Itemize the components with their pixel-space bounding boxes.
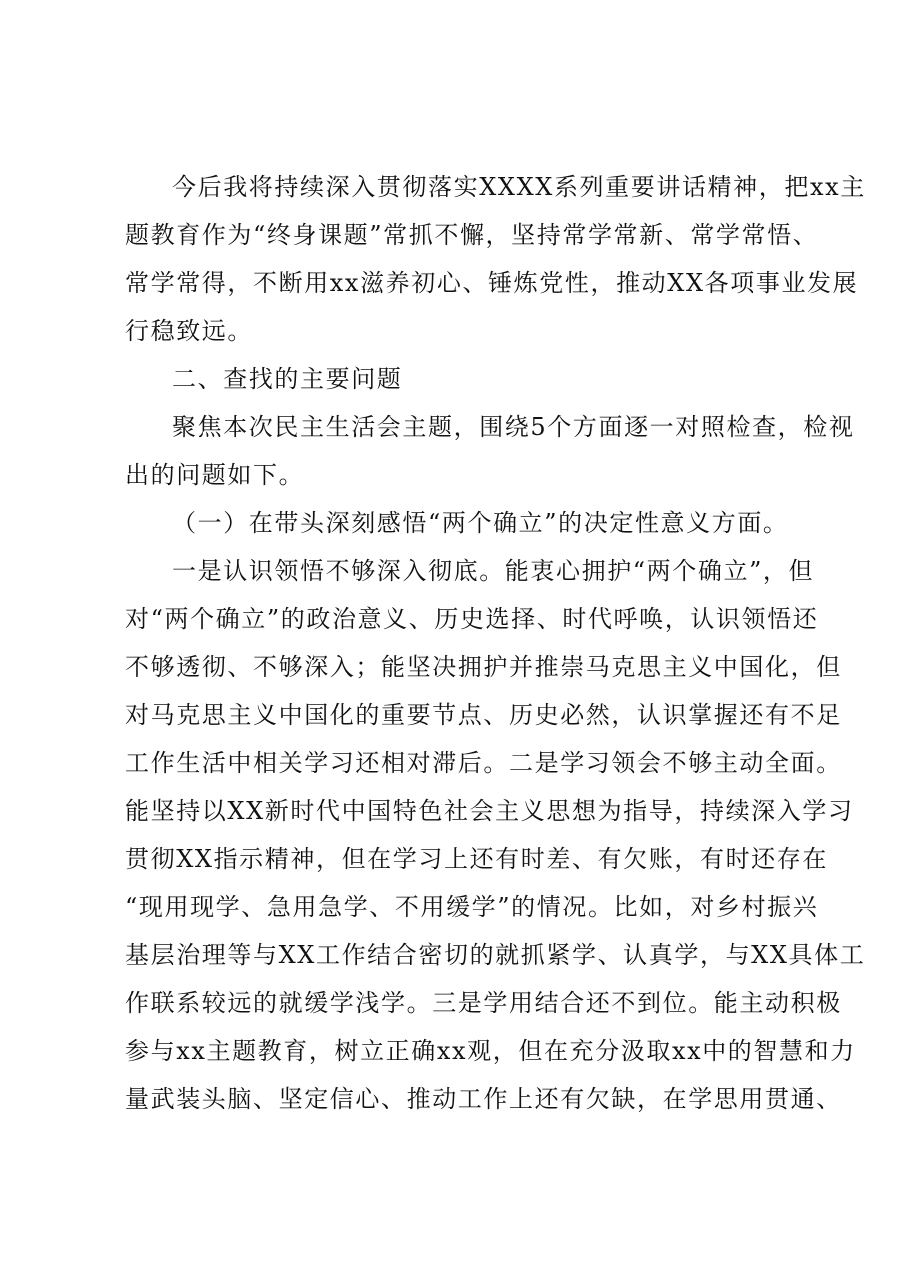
paragraph-line-3: 常学常得，不断用xx滋养初心、锤炼党性，推动XX各项事业发展 [125, 269, 859, 297]
paragraph-line-11: 工作生活中相关学习还相对滞后。二是学习领会不够主动全面。 [125, 749, 842, 777]
paragraph-line-4: 行稳致远。 [125, 317, 253, 345]
paragraph-line-13: 贯彻XX指示精神，但在学习上还有时差、有欠账，有时还存在 [125, 845, 828, 873]
paragraph-line-2: 题教育作为“终身课题”常抓不懈，坚持常学常新、常学常悟、 [125, 221, 819, 249]
paragraph-line-8: 对“两个确立”的政治意义、历史选择、时代呼唤，认识领悟还 [125, 605, 819, 633]
paragraph-line-16: 作联系较远的就缓学浅学。三是学用结合还不到位。能主动积极 [125, 989, 842, 1017]
paragraph-line-12: 能坚持以XX新时代中国特色社会主义思想为指导，持续深入学习 [125, 797, 854, 825]
paragraph-line-1: 今后我将持续深入贯彻落实XXXX系列重要讲话精神，把xx主 [172, 173, 866, 201]
paragraph-line-5: 聚焦本次民主生活会主题，围绕5个方面逐一对照检查，检视 [172, 413, 855, 441]
paragraph-line-18: 量武装头脑、坚定信心、推动工作上还有欠缺，在学思用贯通、 [125, 1085, 842, 1113]
paragraph-line-7: 一是认识领悟不够深入彻底。能衷心拥护“两个确立”，但 [172, 557, 815, 585]
paragraph-line-9: 不够透彻、不够深入；能坚决拥护并推崇马克思主义中国化，但 [125, 653, 842, 681]
paragraph-line-6: 出的问题如下。 [125, 461, 305, 489]
paragraph-line-10: 对马克思主义中国化的重要节点、历史必然，认识掌握还有不足 [125, 701, 842, 729]
paragraph-line-14: “现用现学、急用急学、不用缓学”的情况。比如，对乡村振兴 [125, 893, 819, 921]
paragraph-line-15: 基层治理等与XX工作结合密切的就抓紧学、认真学，与XX具体工 [125, 941, 866, 969]
section-heading: 二、查找的主要问题 [172, 365, 403, 393]
paragraph-line-17: 参与xx主题教育，树立正确xx观，但在充分汲取xx中的智慧和力 [125, 1037, 856, 1065]
subsection-heading: （一）在带头深刻感悟“两个确立”的决定性意义方面。 [172, 509, 789, 537]
